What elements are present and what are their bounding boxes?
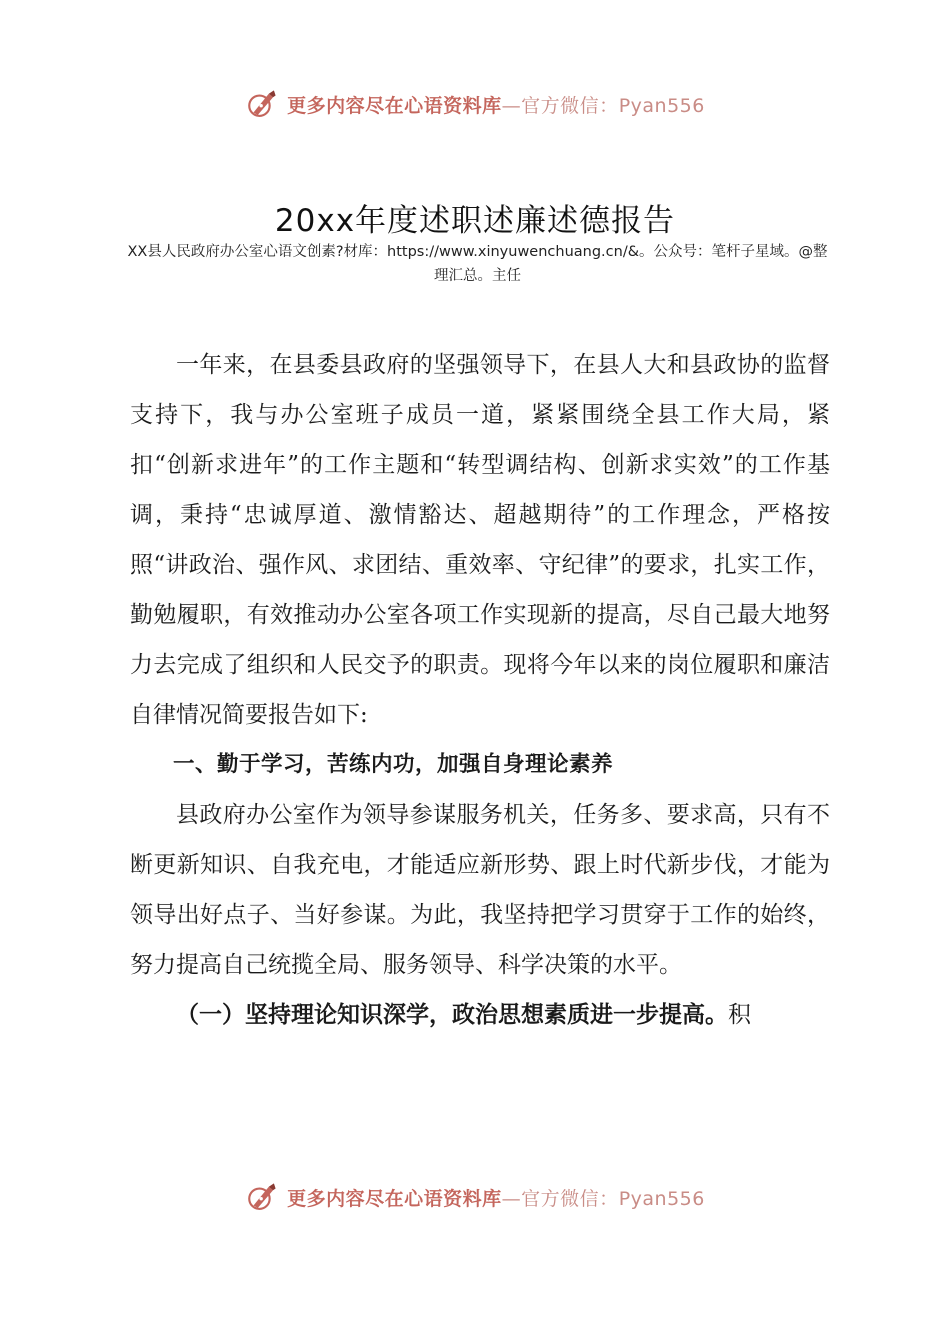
subsection-continuation: 积	[728, 1002, 751, 1028]
footer-watermark	[0, 1177, 950, 1217]
paragraph-subsection-1	[130, 990, 830, 1040]
pen-nib-logo-icon	[245, 1180, 279, 1214]
document-subtitle: XX县人民政府办公室心语文创素?材库：https://www.xinyuwenchuang.cn/&。公众号：笔杆子星域。@整理汇总。主任	[127, 244, 828, 284]
document-title: 20xx年度述职述廉述德报告	[274, 203, 676, 239]
pen-nib-logo-icon	[245, 87, 279, 121]
watermark-text: 更多内容尽在心语资料库—官方微信：Pyan556	[287, 1187, 705, 1210]
watermark-text: 更多内容尽在心语资料库—官方微信：Pyan556	[287, 94, 705, 117]
subsection-heading-1: （一）坚持理论知识深学，政治思想素质进一步提高。	[176, 1002, 728, 1028]
header-watermark	[0, 84, 950, 124]
paragraph-section-1: 县政府办公室作为领导参谋服务机关，任务多、要求高，只有不断更新知识、自我充电，才能适应新形势、跟上时代新步伐，才能为领导出好点子、当好参谋。为此，我坚持把学习贯穿于工作的始终，努力提高自己统揽全局、服务领导、科学决策的水平。	[130, 802, 830, 978]
paragraph-intro: 一年来，在县委县政府的坚强领导下，在县人大和县政协的监督支持下，我与办公室班子成员一道，紧紧围绕全县工作大局，紧扣“创新求进年”的工作主题和“转型调结构、创新求实效”的工作基调，秉持“忠诚厚道、激情豁达、超越期待”的工作理念，严格按照“讲政治、强作风、求团结、重效率、守纪律”的要求，扎实工作，勤勉履职，有效推动办公室各项工作实现新的提高，尽自己最大地努力去完成了组织和人民交予的职责。现将今年以来的岗位履职和廉洁自律情况简要报告如下:	[130, 352, 830, 728]
document-body	[130, 340, 830, 1040]
section-heading-1: 一、勤于学习，苦练内功，加强自身理论素养	[173, 752, 614, 777]
